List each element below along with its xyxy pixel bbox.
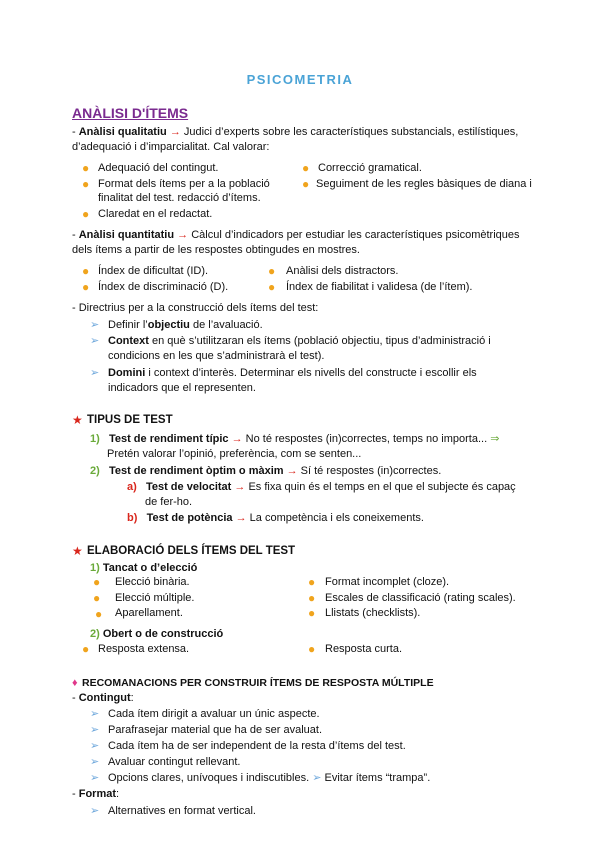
bullet-icon: ● [82,280,90,294]
bullet-icon: ● [95,607,103,621]
list-item-text: Cada ítem ha de ser independent de la resta d’ítems del test. [108,740,406,752]
bullet-icon: ● [93,575,101,589]
list-item-text: Cada ítem dirigit a avaluar un únic aspecte. [108,708,320,720]
list-item [93,591,100,607]
list-item-text: Seguiment de les regles bàsiques de diana i [316,178,532,190]
bullet-icon: ● [308,575,316,589]
list-item [302,177,309,193]
list-item [95,607,102,623]
arrow-icon: → [234,481,246,493]
test-subtype-a-line-2: de fer-ho. [145,496,193,508]
list-item-text: Format dels ítems per a la població [98,178,270,190]
arrow-bullet-icon: ➢ [90,708,100,720]
list-item [308,575,315,591]
list-item [308,591,315,607]
arrow-bullet-icon: ➢ [90,772,100,784]
directive-item-2: Context en què s’utilitzaran els ítems (població objectiu, tipus d’administració i [108,335,491,347]
list-item-text: Avaluar contingut rellevant. [108,756,241,768]
section-heading-recommendations: RECOMANACIONS PER CONSTRUIR ÍTEMS DE RESPOSTA MÚLTIPLE [82,677,434,689]
arrow-icon: → [231,433,243,445]
list-item-text: Alternatives en format vertical. [108,805,256,817]
list-item [268,264,275,280]
directive-item-3: Domini i context d’interès. Determinar els nivells del constructe i escollir els [108,367,477,379]
arrow-bullet-icon: ➢ [90,319,100,331]
list-item [268,280,275,296]
arrow-bullet-icon: ➢ [90,335,100,347]
bullet-icon: ● [93,591,101,605]
arrow-bullet-icon: ➢ [90,805,100,817]
list-item [82,207,89,223]
list-item-text: Índex de dificultat (ID). [98,265,209,277]
bullet-icon: ● [82,264,90,278]
bullet-icon: ● [302,161,310,175]
bullet-icon: ● [302,177,310,191]
qualitative-label: Anàlisi qualitatiu [78,126,167,138]
qualitative-line-1: - Anàlisi qualitatiu → Judici d’experts sobre les característiques substancials, estilístiques, [72,126,519,138]
closed-items-label: 1) Tancat o d’elecció [90,562,198,574]
quantitative-label: Anàlisi quantitatiu [78,229,175,241]
content-label: - Contingut: [72,692,134,704]
list-item-text: Parafrasejar material que ha de ser avaluat. [108,724,323,736]
directive-item-2-line-2: condicions en les que s’administrarà el test). [108,350,325,362]
arrow-icon: → [235,512,247,524]
bullet-icon: ● [308,606,316,620]
test-subtype-a: a) Test de velocitat → Es fixa quin és el temps en el que el subjecte és capaç [127,481,516,493]
section-heading-item-analysis: ANÀLISI D'ÍTEMS [72,105,189,121]
arrow-bullet-icon: ➢ [90,756,100,768]
list-item-text: Llistats (checklists). [325,607,421,619]
list-item-text: Adequació del contingut. [98,162,219,174]
list-item [82,280,89,296]
arrow-icon: → [177,229,189,241]
quantitative-line-2: dels ítems a partir de les respostes obtingudes en mostres. [72,244,360,256]
implies-icon: ⇒ [490,433,500,445]
list-item-text: Correcció gramatical. [318,162,422,174]
test-type-item-2: 2) Test de rendiment òptim o màxim → Sí té respostes (in)correctes. [90,465,442,477]
list-item-text: Format incomplet (cloze). [325,576,450,588]
list-item-text: Escales de classificació (rating scales). [325,592,516,604]
directive-item-1: Definir l’objectiu de l’avaluació. [108,319,263,331]
test-subtype-b: b) Test de potència → La competència i els coneixements. [127,512,424,524]
list-item [82,161,89,177]
directives-intro: - Directrius per a la construcció dels ítems del test: [72,302,319,314]
list-item-text: Resposta extensa. [98,643,190,655]
list-item-text: Elecció múltiple. [115,592,195,604]
section-heading-item-elaboration: ELABORACIÓ DELS ÍTEMS DEL TEST [87,545,296,557]
bullet-icon: ● [268,280,276,294]
arrow-bullet-icon: ➢ [90,740,100,752]
star-icon: ★ [72,544,83,558]
bullet-icon: ● [82,177,90,191]
list-item-text: finalitat del test. redacció d’ítems. [98,192,261,204]
page-title: PSICOMETRIA [246,72,354,87]
bullet-icon: ● [82,207,90,221]
list-item [308,642,315,658]
list-item-text: Anàlisi dels distractors. [286,265,399,277]
list-item-text: Elecció binària. [115,576,190,588]
bullet-icon: ● [268,264,276,278]
list-item-text: Claredat en el redactat. [98,208,213,220]
list-item [93,575,100,591]
arrow-icon: → [286,465,298,477]
format-label: - Format: [72,788,120,800]
test-type-item-1: 1) Test de rendiment típic → No té respostes (in)correctes, temps no importa... ⇒ [90,433,500,445]
list-item [302,161,309,177]
list-item [308,606,315,622]
test-type-item-1-line-2: Pretén valorar l’opinió, preferència, com se senten... [107,448,362,460]
bullet-icon: ● [82,642,90,656]
bullet-icon: ● [308,642,316,656]
list-item-text: Resposta curta. [325,643,403,655]
list-item-text: Opcions clares, unívoques i indiscutibles. ➢ Evitar ítems “trampa”. [108,772,431,784]
arrow-bullet-icon: ➢ [90,724,100,736]
diamond-icon: ♦ [72,677,78,689]
qualitative-line-2: d’adequació i d’imparcialitat. Cal valorar: [72,141,270,153]
arrow-icon: → [169,126,181,138]
section-heading-test-types: TIPUS DE TEST [87,414,173,426]
quantitative-line-1: - Anàlisi quantitatiu → Càlcul d’indicadors per estudiar les característiques psicomètriques [72,229,520,241]
list-item [82,642,89,658]
directive-item-3-line-2: indicadors que el representen. [108,382,256,394]
list-item-text: Aparellament. [115,607,183,619]
list-item [82,177,89,193]
arrow-bullet-icon: ➢ [312,772,322,784]
star-icon: ★ [72,413,83,427]
arrow-bullet-icon: ➢ [90,367,100,379]
open-items-label: 2) Obert o de construcció [90,628,224,640]
list-item-text: Índex de discriminació (D). [98,281,229,293]
bullet-icon: ● [308,591,316,605]
list-item-text: Índex de fiabilitat i validesa (de l’ítem). [286,281,473,293]
bullet-icon: ● [82,161,90,175]
list-item [82,264,89,280]
